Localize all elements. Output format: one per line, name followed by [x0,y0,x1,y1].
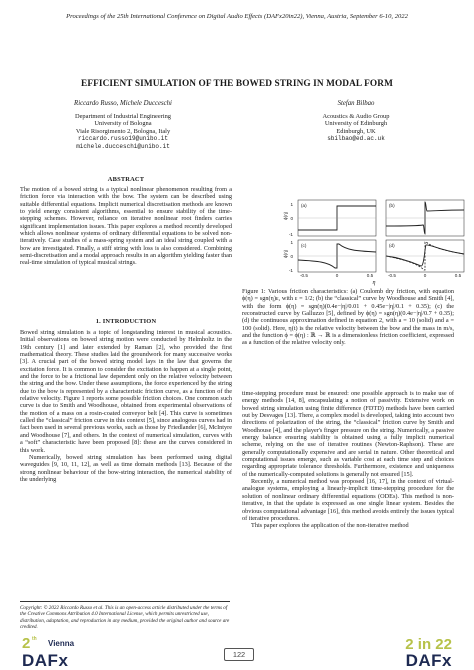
y-tick: 0 [290,254,293,259]
author-block-right [258,100,454,143]
abstract-text [20,186,232,267]
author-names-left: Riccardo Russo, Michele Ducceschi [74,100,172,107]
x-tick: 0 [335,273,339,278]
figure-friction-curves [278,198,470,280]
figure-caption-text: Figure 1: Various friction characteristics: (a) Coulomb dry friction, with equation ϕ(η) = sgn(η)ε, with ε = 1/2; (b) the “classical” curve by Woodhouse and Smith [4], with the form ϕ(η) = sgn(η)(0.4e−|η|/0.01 + 0.45e−|η|/0.1 + 0.35); (c) the reconstructed curve by Galluzzo [5], defined by ϕ(η) = sgn(η)(0.4e−|η|/0.7 + 0.35); (d) the continuous approximation defined in equation 2, with a = 10 (solid) and a = 100 (solid). Here, η(t) is the relative velocity between the bow and the mass in m/s, and the function ϕ = ϕ(η) : ℝ → ℝ is a dimensionless friction coefficient, expressed as a function of the relative velocity only. [242,288,454,347]
paper-title: EFFICIENT SIMULATION OF THE BOWED STRING IN MODAL FORM [81,79,393,89]
abstract-heading: ABSTRACT [107,176,145,183]
y-tick: 1 [290,240,293,245]
section-heading-introduction: 1. INTRODUCTION [95,318,157,325]
panel-label-a: (a) [301,203,307,208]
right-paragraph-2: Recently, a numerical method was proposed [16, 17], in the context of virtual-analogue systems, employing a linearly-implicit time-stepping procedure for the solution of nonlinear ordinary differential equations (ODEs). This method is non-iterative, in that the update is expressed as one single linear system. Besides the obvious computational advantage [16], this method avoids entirely the issues typical of iterative procedures. [242,478,454,522]
author-names-right: Stefan Bilbao [337,100,375,107]
intro-paragraph-1: Bowed string simulation is a topic of longstanding interest in musical acoustics. Initial observations on bowed string motion were conducted by Helmholtz in the 19th century [1] and later extended by Raman [2], who provided the first mathematical theory. These studies laid the groundwork for many successive works [3]. A crucial part of the bowed string model lays in the law that governs the excitation force. It is common to consider the excitation to happen at a single point, and the force to be a frictional law dependent only on the relative velocity between the string and the bow. Under these assumptions, the force experienced by the string due to the bow is represented by a characteristic friction curve, as a function of the relative velocity. Figure 1 reports some possible friction choices. One common such curve is due to Smith and Woodhouse, obtained from experimental observations of the motion of a mass on a rosin-coated conveyor belt [4]. This curve is sometimes called the “classical” friction curve in this context [5], since analogous curves had in fact been used in several previous works, such as those by Friedlander [6], McIntyre and Woodhouse [7], and others. In the context of numerical simulation, curves with a “soft” characteristic have been proposed [8]: these are the curves considered in this work. [20,329,232,454]
right-paragraph-1: time-stepping procedure must be ensured: one possible approach is to make use of energy methods [14, 8], encapsulating a notion of passivity. Extensive work on bowed string simulation using finite difference (FDTD) methods have been carried out by Desvages [13]. There, a complex model is developed, taking into account two directions of polarization of the string, the “classical” friction curve by Smith and Woodhouse [4], and the player's finger pressure on the string. Numerically, a passive energy balance ensuring stability is obtained using a fully implicit numerical scheme, relying on the use of iterative routines (Newton-Raphson). These are generally computationally expensive and are serial in nature. Other theoretical and computational issues emerge, such as variable cost at each time step and choices regarding appropriate tolerance thresholds. Furthermore, existence and uniqueness of the numerically-computed solutions is generally not ensured [15]. [242,390,454,478]
y-tick: 1 [290,202,293,207]
logo-left-name: DAFx [22,651,69,668]
logo-right-name: DAFx [405,651,452,668]
affiliation-line: University of Edinburgh [324,120,388,128]
copyright-notice: Copyright: © 2022 Riccardo Russo et al. This is an open-access article distributed under the terms of the Creative Commons Attribution 4.0 International License, which permits unrestricted use, distribution, adaptation, and reproduction in any medium, provided the original author and source are credited. [20,605,230,631]
x-axis-label: η [372,280,376,286]
author-email[interactable]: michele.ducceschi@unibo.it [76,142,170,150]
introduction-text [20,329,232,483]
affiliation-line: Acoustics & Audio Group [322,112,390,120]
abstract-paragraph: The motion of a bowed string is a typical nonlinear phenomenon resulting from a friction force via interaction with the bow. The system can be described using suitable differential equations. Implicit numerical discretisation methods are known to yield energy consistent algorithms, essential to ensure stability of the time-stepping schemes. However, reliance on iterative nonlinear root finders carries significant implementation issues. This paper explores a method recently developed which allows nonlinear systems of ordinary differential equations to be solved non-iteratively. Case studies of a mass-spring system and an ideal string coupled with a bow are investigated. Finally, a stiff string with loss is also considered. Combining semi-discretisation and a modal approach results in an algorithm yielding faster than real-time simulation of typical musical strings. [20,186,232,267]
affiliation-line: Department of Industrial Engineering [74,112,171,120]
author-email[interactable]: sbilbao@ed.ac.uk [327,135,385,143]
x-tick: 0.5 [366,273,374,278]
dafx-2in22-logo [390,634,456,668]
figure-caption [242,288,454,347]
panel-label-c: (c) [301,243,307,248]
logo-left-superscript: th [32,636,37,642]
x-tick: -0.5 [388,273,396,278]
y-tick: -1 [288,268,293,273]
x-tick: 0 [423,273,427,278]
y-tick: 0 [290,216,293,221]
affiliation-line: Viale Risorgimento 2, Bologna, Italy [75,127,171,135]
dafx-vienna-logo [20,634,98,668]
y-axis-label: ϕ(η) [283,249,288,258]
logo-left-number: 2 [22,635,31,652]
author-block-left [20,100,226,151]
panel-label-d: (d) [389,243,395,248]
y-axis-label: ϕ(η) [283,211,288,220]
affiliation-line: University of Bologna [94,120,152,128]
right-paragraph-3: This paper explores the application of the non-iterative method [251,522,409,530]
author-email[interactable]: riccardo.russo19@unibo.it [77,135,168,143]
footnote-rule [20,601,230,602]
running-header: Proceedings of the 25th International Conference on Digital Audio Effects (DAFx20in22), Vienna, Austria, September 6-10, 2022 [66,13,408,20]
panel-label-b: (b) [389,203,395,208]
affiliation-line: Edinburgh, UK [336,127,376,135]
x-tick: 0.5 [454,273,462,278]
intro-paragraph-2: Numerically, bowed string simulation has been performed using digital waveguides [9, 10, 11, 12], as well as time domain methods [13]. Because of the strong nonlinear behaviour of the bow-string interaction, the numerical stability of the underlying [20,453,232,483]
x-tick: -0.5 [300,273,308,278]
right-column-text [242,390,454,530]
page-number: 122 [224,648,254,661]
y-tick: -1 [288,232,293,237]
logo-right-top: 2 in 22 [405,636,452,653]
logo-left-city: Vienna [48,639,75,648]
